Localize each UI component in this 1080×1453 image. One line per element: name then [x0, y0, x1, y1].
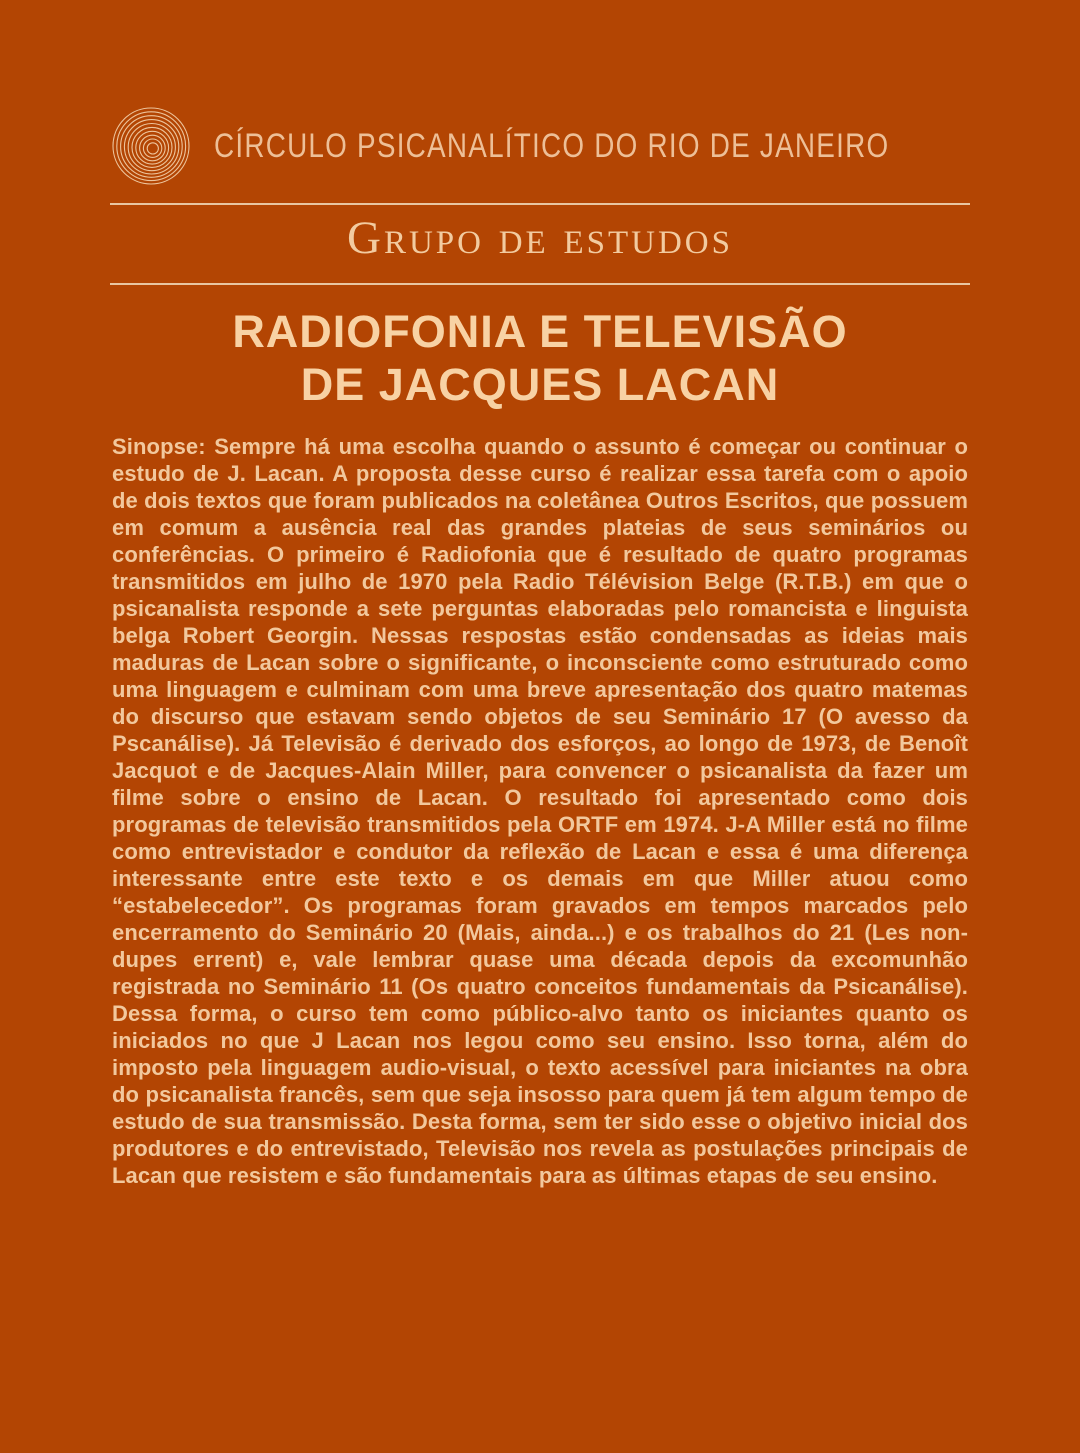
page-title-line1: RADIOFONIA E TELEVISÃO	[232, 306, 848, 357]
org-name: CÍRCULO PSICANALÍTICO DO RIO DE JANEIRO	[214, 126, 890, 165]
poster	[0, 103, 1080, 1453]
section-label: Grupo de estudos	[347, 212, 733, 264]
divider-bottom	[110, 283, 970, 285]
page-title	[0, 305, 1080, 411]
page-title-line2: DE JACQUES LACAN	[300, 359, 780, 410]
synopsis-text: Sinopse: Sempre há uma escolha quando o assunto é começar ou continuar o estudo de J. Lacan. A proposta desse curso é realizar essa tarefa com o apoio de dois textos que foram publicados na coletânea Outros Escritos, que possuem em comum a ausência real das grandes plateias de seus seminários ou conferências. O primeiro é Radiofonia que é resultado de quatro programas transmitidos em julho de 1970 pela Radio Télévision Belge (R.T.B.) em que o psicanalista responde a sete perguntas elaboradas pelo romancista e linguista belga Robert Georgin. Nessas respostas estão condensadas as ideias mais maduras de Lacan sobre o significante, o inconsciente como estruturado como uma linguagem e culminam com uma breve apresentação dos quatro matemas do discurso que estavam sendo objetos de seu Seminário 17 (O avesso da Pscanálise). Já Televisão é derivado dos esforços, ao longo de 1973, de Benoît Jacquot e de Jacques-Alain Miller, para convencer o psicanalista da fazer um filme sobre o ensino de Lacan. O resultado foi apresentado como dois programas de televisão transmitidos pela ORTF em 1974. J-A Miller está no filme como entrevistador e condutor da reflexão de Lacan e essa é uma diferença interessante entre este texto e os demais em que Miller atuou como “estabelecedor”. Os programas foram gravados em tempos marcados pelo encerramento do Seminário 20 (Mais, ainda...) e os trabalhos do 21 (Les non-dupes errent) e, vale lembrar quase uma década depois da excomunhão registrada no Seminário 11 (Os quatro conceitos fundamentais da Psicanálise). Dessa forma, o curso tem como público-alvo tanto os iniciantes quanto os iniciados no que J Lacan nos legou como seu ensino. Isso torna, além do imposto pela linguagem audio-visual, o texto acessível para iniciantes na obra do psicanalista francês, sem que seja insosso para quem já tem algum tempo de estudo de sua transmissão. Desta forma, sem ter sido esse o objetivo inicial dos produtores e do entrevistado, Televisão nos revela as postulações principais de Lacan que resistem e são fundamentais para as últimas etapas de seu ensino.	[112, 434, 968, 1188]
divider-top	[110, 203, 970, 205]
header	[110, 103, 970, 189]
concentric-circles-icon	[110, 105, 192, 187]
